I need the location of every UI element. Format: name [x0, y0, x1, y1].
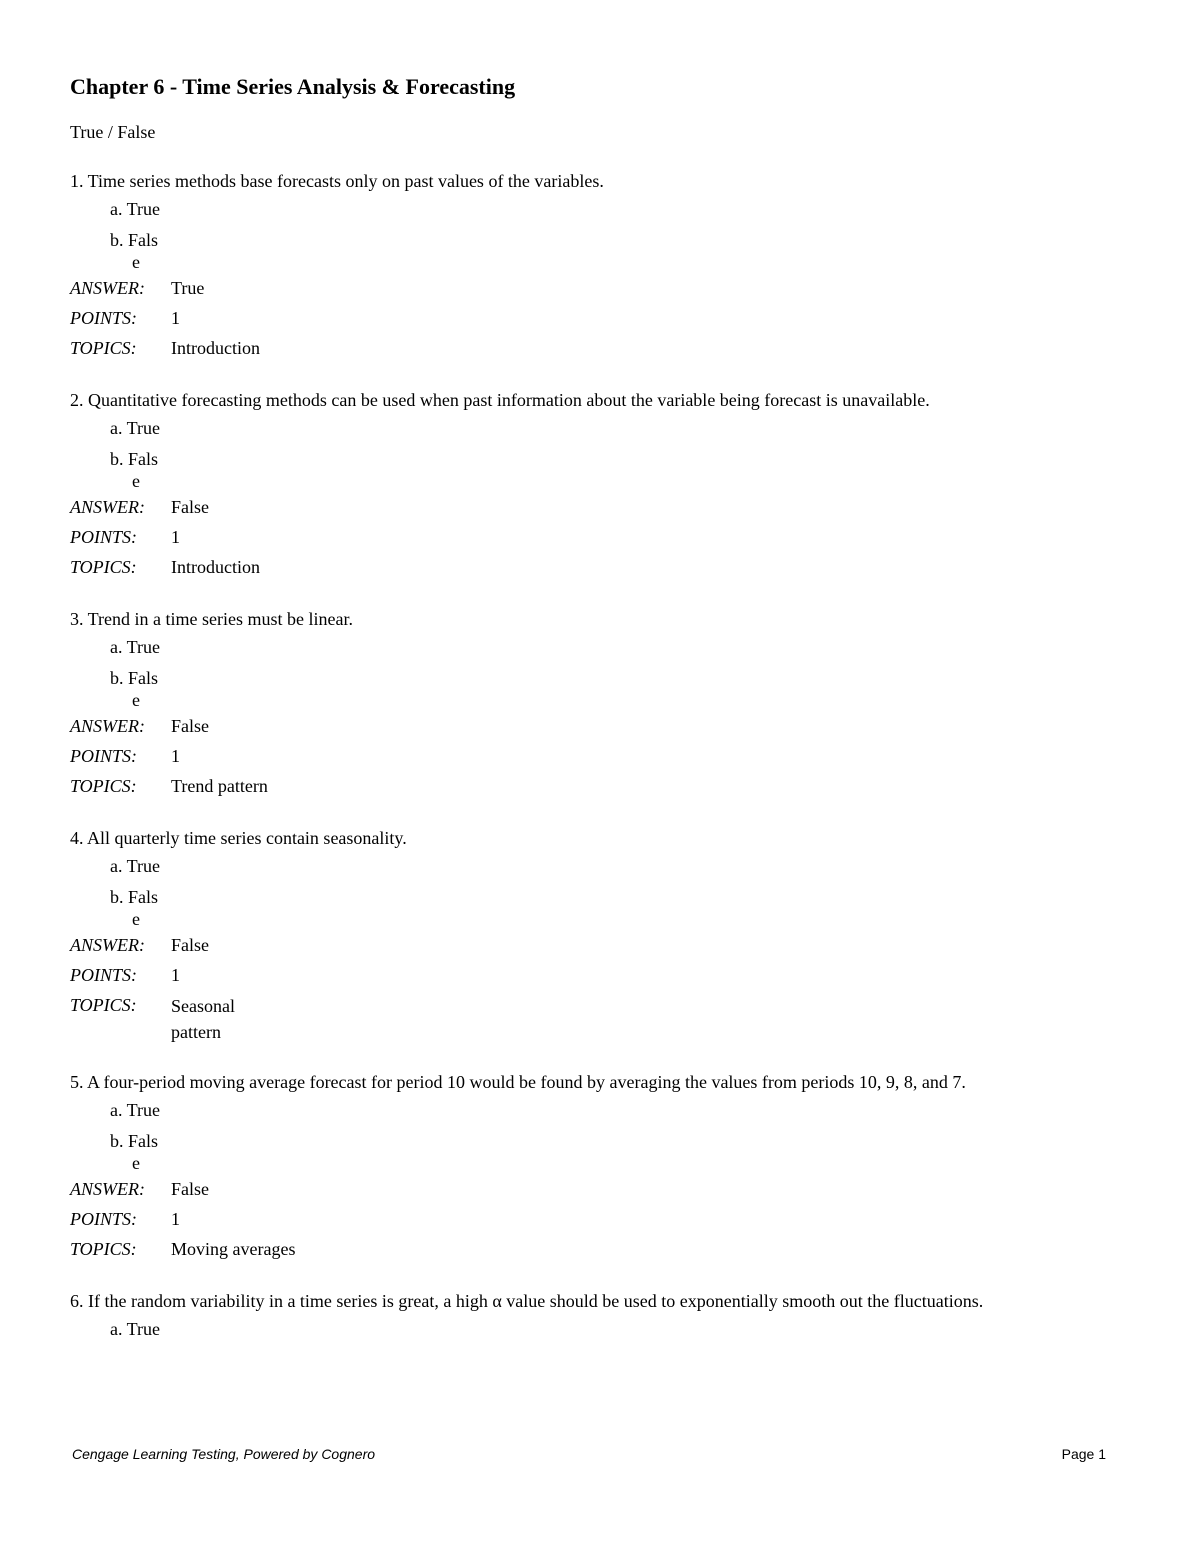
- question-stem: 2. Quantitative forecasting methods can be used when past information about the variable being forecast is unavailable.: [70, 390, 930, 410]
- option-b: [70, 1125, 1130, 1174]
- option-a: a. True: [110, 637, 161, 657]
- points-value: 1: [171, 308, 180, 328]
- points-value: 1: [171, 527, 180, 547]
- option-b-wrap: e: [132, 471, 140, 491]
- points-label: POINTS:: [70, 746, 137, 766]
- answer-row: [70, 273, 1130, 303]
- answer-row: [70, 1174, 1130, 1204]
- topics-value: Introduction: [171, 338, 260, 358]
- answer-label: ANSWER:: [70, 716, 145, 736]
- answer-row: [70, 492, 1130, 522]
- option-a: a. True: [110, 418, 161, 438]
- page-title: Chapter 6 - Time Series Analysis & Forecasting: [70, 74, 516, 99]
- option-a: a. True: [110, 856, 161, 876]
- question-stem: 5. A four-period moving average forecast for period 10 would be found by averaging the values from periods 10, 9, 8, and 7.: [70, 1072, 966, 1092]
- topics-value: Trend pattern: [171, 776, 268, 796]
- option-b: [70, 443, 1130, 492]
- answer-label: ANSWER:: [70, 278, 145, 298]
- points-label: POINTS:: [70, 965, 137, 985]
- topics-row: [70, 333, 1130, 363]
- option-b: [70, 662, 1130, 711]
- topics-label: TOPICS:: [70, 995, 137, 1015]
- option-a: a. True: [110, 1319, 161, 1339]
- question-stem: 4. All quarterly time series contain seasonality.: [70, 828, 407, 848]
- points-row: [70, 741, 1130, 771]
- points-label: POINTS:: [70, 308, 137, 328]
- document-page: [70, 72, 1130, 1368]
- question-stem: 6. If the random variability in a time series is great, a high α value should be used to exponentially smooth out the fluctuations.: [70, 1291, 984, 1311]
- points-row: [70, 303, 1130, 333]
- question-2: [70, 387, 1130, 582]
- answer-label: ANSWER:: [70, 935, 145, 955]
- topics-label: TOPICS:: [70, 557, 137, 577]
- points-label: POINTS:: [70, 1209, 137, 1229]
- answer-label: ANSWER:: [70, 497, 145, 517]
- answer-row: [70, 930, 1130, 960]
- option-a: a. True: [110, 1100, 161, 1120]
- question-6: [70, 1288, 1130, 1344]
- question-stem: 3. Trend in a time series must be linear.: [70, 609, 353, 629]
- answer-value: False: [171, 1179, 209, 1199]
- question-1: [70, 168, 1130, 363]
- option-a: a. True: [110, 199, 161, 219]
- option-b-wrap: e: [132, 1153, 140, 1173]
- topics-value: Moving averages: [171, 1239, 296, 1259]
- question-stem: 1. Time series methods base forecasts only on past values of the variables.: [70, 171, 604, 191]
- topics-row: [70, 771, 1130, 801]
- option-b-wrap: e: [132, 690, 140, 710]
- option-b-wrap: e: [132, 252, 140, 272]
- topics-label: TOPICS:: [70, 1239, 137, 1259]
- topics-label: TOPICS:: [70, 776, 137, 796]
- option-b-text: b. Fals: [110, 449, 159, 469]
- question-3: [70, 606, 1130, 801]
- points-row: [70, 1204, 1130, 1234]
- answer-label: ANSWER:: [70, 1179, 145, 1199]
- option-b-text: b. Fals: [110, 1131, 159, 1151]
- answer-value: False: [171, 716, 209, 736]
- topics-value: Seasonal pattern: [171, 996, 235, 1042]
- topics-row: [70, 552, 1130, 582]
- points-value: 1: [171, 746, 180, 766]
- question-5: [70, 1069, 1130, 1264]
- topics-value: Introduction: [171, 557, 260, 577]
- option-b-text: b. Fals: [110, 668, 159, 688]
- footer-publisher: Cengage Learning Testing, Powered by Cognero: [72, 1446, 376, 1462]
- topics-row: [70, 1234, 1130, 1264]
- answer-value: False: [171, 497, 209, 517]
- answer-row: [70, 711, 1130, 741]
- question-4: [70, 825, 1130, 1045]
- answer-value: True: [171, 278, 205, 298]
- topics-row: [70, 990, 1130, 1045]
- answer-value: False: [171, 935, 209, 955]
- page-number: Page 1: [1061, 1446, 1106, 1462]
- topics-label: TOPICS:: [70, 338, 137, 358]
- option-b: [70, 881, 1130, 930]
- points-row: [70, 522, 1130, 552]
- option-b-wrap: e: [132, 909, 140, 929]
- points-row: [70, 960, 1130, 990]
- option-b-text: b. Fals: [110, 230, 159, 250]
- option-b: [70, 224, 1130, 273]
- points-value: 1: [171, 1209, 180, 1229]
- option-b-text: b. Fals: [110, 887, 159, 907]
- page-footer: [72, 1446, 1106, 1462]
- section-heading: True / False: [70, 122, 156, 142]
- points-value: 1: [171, 965, 180, 985]
- points-label: POINTS:: [70, 527, 137, 547]
